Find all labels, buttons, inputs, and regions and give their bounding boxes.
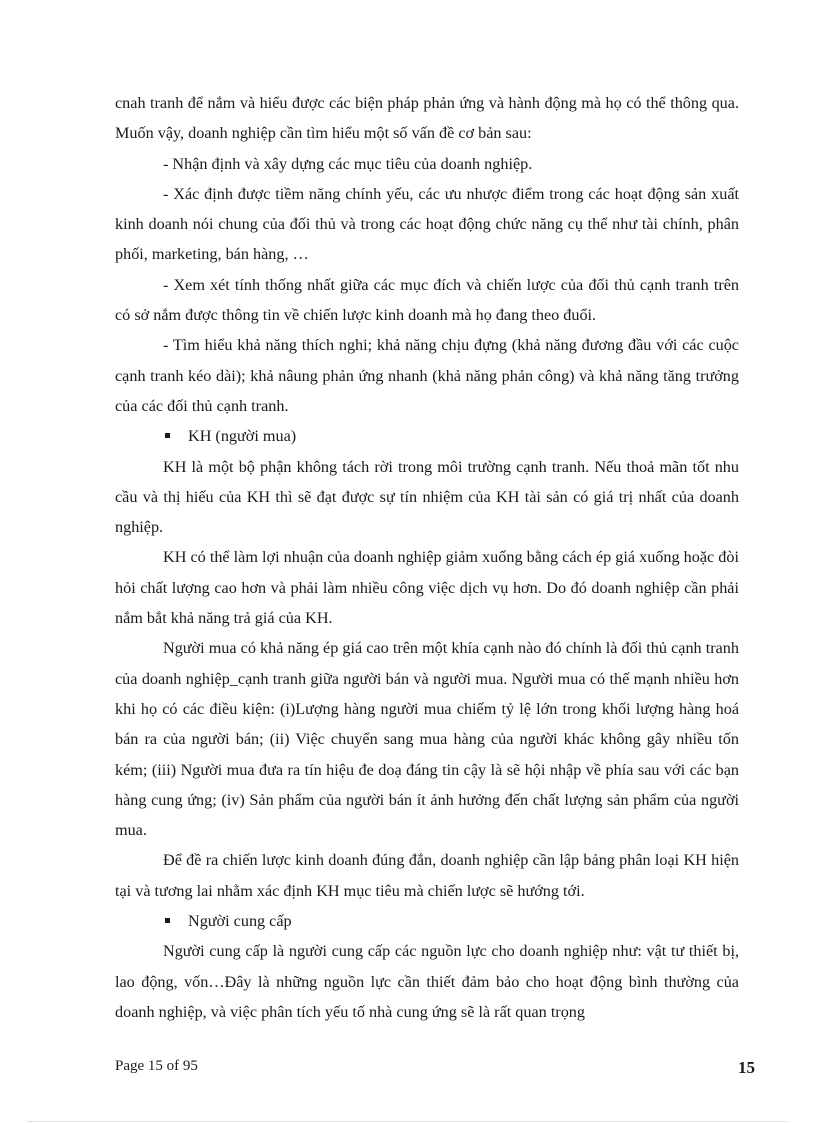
paragraph: KH là một bộ phận không tách rời trong môi trường cạnh tranh. Nếu thoả mãn tốt nhu cầu và thị hiếu của KH thì sẽ đạt được sự tín nhiệm của KH tài sản có giá trị nhất của doanh nghiệp. [115, 457, 739, 537]
section-heading [115, 906, 739, 936]
paragraph: Để đề ra chiến lược kinh doanh đúng đắn, doanh nghiệp cần lập bảng phân loại KH hiện tại và tương lai nhằm xác định KH mục tiêu mà chiến lược sẽ hướng tới. [115, 851, 739, 900]
paragraph: - Tìm hiểu khả năng thích nghi; khả năng chịu đựng (khả năng đương đầu với các cuộc cạnh tranh kéo dài); khả nâung phản ứng nhanh (khả năng phản công) và khả năng tăng trưởng của các đối thủ cạnh tranh. [115, 336, 739, 415]
body-text [115, 88, 739, 1027]
paragraph: KH có thể làm lợi nhuận của doanh nghiệp giảm xuống bằng cách ép giá xuống hoặc đòi hỏi chất lượng cao hơn và phải làm nhiều công việc dịch vụ hơn. Do đó doanh nghiệp cần phải nắm bắt khả năng trả giá của KH. [115, 548, 739, 628]
square-bullet-icon [165, 918, 170, 923]
section-heading-text: Người cung cấp [188, 912, 292, 931]
square-bullet-icon [165, 433, 170, 438]
paragraph: Người mua có khả năng ép giá cao trên một khía cạnh nào đó chính là đối thủ cạnh tranh của doanh nghiệp_cạnh tranh giữa người bán và người mua. Người mua có thế mạnh nhiều hơn khi họ có các điều kiện: (i)Lượng hàng người mua chiếm tỷ lệ lớn trong khối lượng hàng hoá bán ra của người bán; (ii) Việc chuyển sang mua hàng của người khác không gây nhiều tốn kém; (iii) Người mua đưa ra tín hiệu đe doạ đáng tin cậy là sẽ hội nhập về phía sau với các bạn hàng cung ứng; (iv) Sản phẩm của người bán ít ảnh hưởng đến chất lượng sản phẩm của người mua. [115, 639, 739, 840]
paragraph: Người cung cấp là người cung cấp các nguồn lực cho doanh nghiệp như: vật tư thiết bị, lao động, vốn…Đây là những nguồn lực cần thiết đảm bảo cho hoạt động bình thường của doanh nghiệp, và việc phân tích yếu tố nhà cung ứng sẽ là rất quan trọng [115, 942, 739, 1021]
paragraph: - Xem xét tính thống nhất giữa các mục đích và chiến lược của đối thủ cạnh tranh trên có sở nắm được thông tin về chiến lược kinh doanh mà họ đang theo đuổi. [115, 275, 739, 325]
footer-page-label: Page 15 of 95 [115, 1058, 198, 1074]
section-heading-text: KH (người mua) [188, 427, 297, 446]
paragraph: cnah tranh để nắm và hiểu được các biện pháp phản ứng và hành động mà họ có thể thông qua. Muốn vậy, doanh nghiệp cần tìm hiểu một số vấn đề cơ bản sau: [115, 94, 739, 143]
paragraph: - Nhận định và xây dựng các mục tiêu của doanh nghiệp. [163, 154, 533, 173]
footer-page-number: 15 [738, 1058, 755, 1077]
section-heading [115, 421, 739, 451]
paragraph: - Xác định được tiềm năng chính yếu, các ưu nhược điểm trong các hoạt động sản xuất kinh doanh nói chung của đối thủ và trong các hoạt động chức năng cụ thể như tài chính, phân phối, marketing, bán hàng, … [115, 184, 739, 264]
page-bottom-divider [28, 1121, 788, 1122]
